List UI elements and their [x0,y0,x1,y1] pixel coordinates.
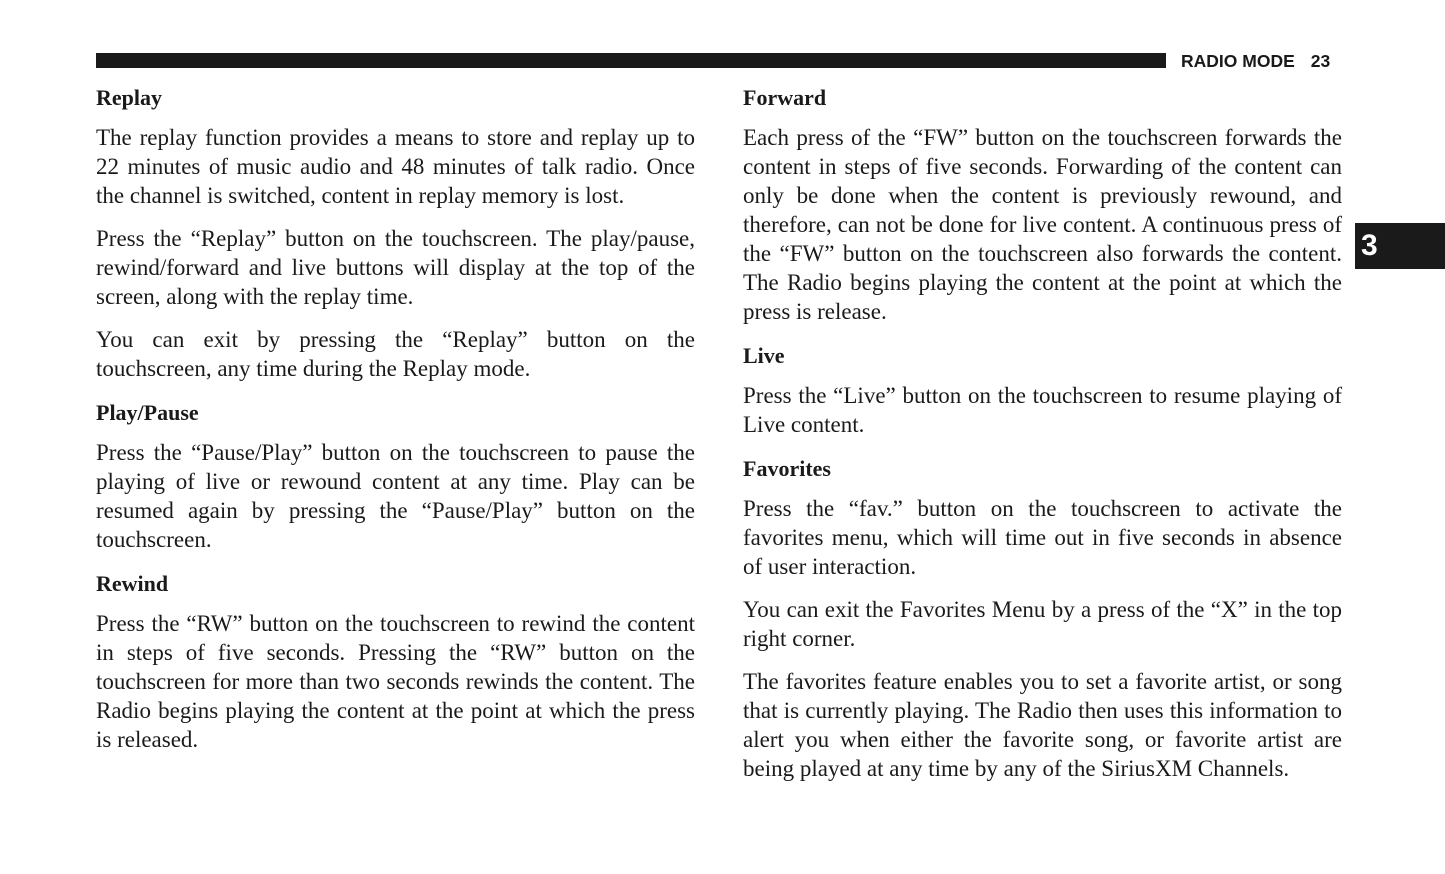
play-pause-paragraph-1: Press the “Pause/Play” button on the touchscreen to pause the playing of live or rewound content at any time. Play can be resumed again by pressing the “Pause/Play” button on the touchscreen. [96,440,695,552]
heading-play-pause: Play/Pause [96,400,199,425]
heading-replay: Replay [96,85,162,110]
right-column [743,82,1342,797]
section-play-pause [96,397,695,554]
page-number: 23 [1310,51,1331,71]
chapter-tab: 3 [1355,223,1445,269]
forward-paragraph-1: Each press of the “FW” button on the touchscreen forwards the content in steps of five seconds. Forwarding of the content can only be done when the content is previously rewound, and therefore, can not be done for live content. A continuous press of the “FW” button on the touchscreen also forwards the content. The Radio begins playing the content at the point at which the press is release. [743,125,1342,324]
favorites-paragraph-1: Press the “fav.” button on the touchscreen to activate the favorites menu, which will time out in five seconds in absence of user interaction. [743,496,1342,579]
heading-forward: Forward [743,85,827,110]
favorites-paragraph-2: You can exit the Favorites Menu by a press of the “X” in the top right corner. [743,597,1342,651]
section-favorites [743,453,1342,783]
favorites-paragraph-3: The favorites feature enables you to set a favorite artist, or song that is currently playing. The Radio then uses this information to alert you when either the favorite song, or favorite artist are being played at any time by any of the SiriusXM Channels. [743,669,1342,781]
header-rule [96,53,1166,68]
rewind-paragraph-1: Press the “RW” button on the touchscreen to rewind the content in steps of five seconds. Pressing the “RW” button on the touchscreen for more than two seconds rewinds the content. The Radio begins playing the content at the point at which the press is released. [96,611,695,752]
heading-favorites: Favorites [743,456,831,481]
replay-paragraph-1: The replay function provides a means to store and replay up to 22 minutes of music audio and 48 minutes of talk radio. Once the channel is switched, content in replay memory is lost. [96,125,695,208]
heading-rewind: Rewind [96,571,169,596]
replay-paragraph-2: Press the “Replay” button on the touchscreen. The play/pause, rewind/forward and live buttons will display at the top of the screen, along with the replay time. [96,226,695,309]
section-title: RADIO MODE [1181,51,1295,71]
heading-live: Live [743,343,785,368]
section-live [743,340,1342,439]
replay-paragraph-3: You can exit by pressing the “Replay” button on the touchscreen, any time during the Replay mode. [96,327,695,381]
section-rewind [96,568,695,754]
section-replay [96,82,695,383]
running-header [1181,51,1330,71]
live-paragraph-1: Press the “Live” button on the touchscreen to resume playing of Live content. [743,383,1342,437]
section-forward [743,82,1342,326]
left-column [96,82,695,768]
